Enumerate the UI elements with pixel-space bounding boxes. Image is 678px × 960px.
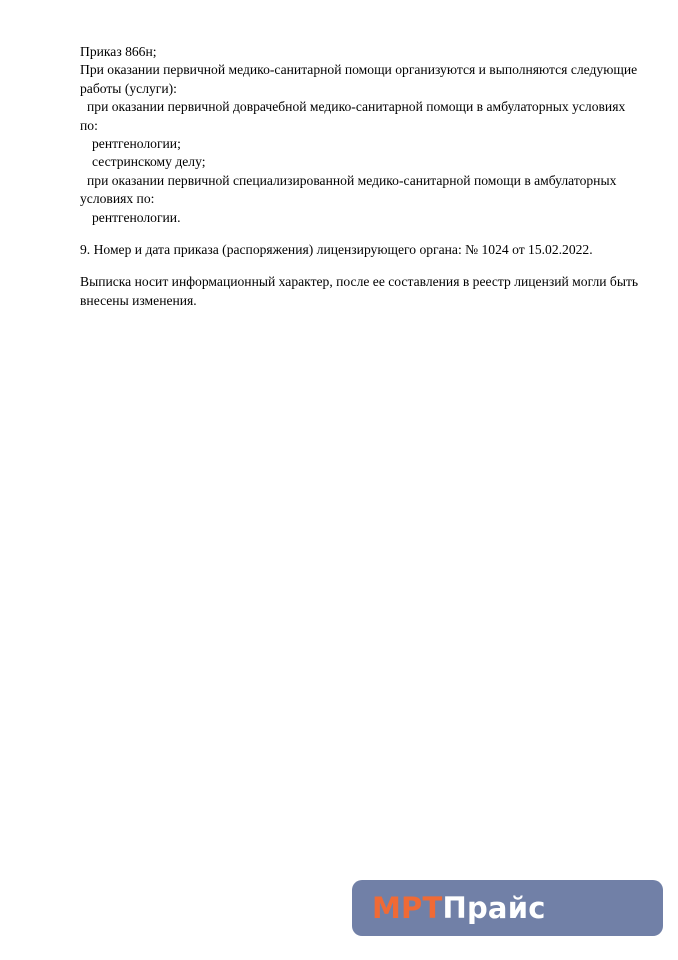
watermark-part-mrt: МРТ <box>372 891 443 925</box>
order-reference: Приказ 866н; <box>80 44 157 59</box>
specialized-care-line2: условиях по: <box>80 191 155 207</box>
prehospital-care-line2: по: <box>80 117 98 133</box>
service-item-radiology-1: рентгенологии; <box>92 136 181 152</box>
services-intro-line1: При оказании первичной медико-санитарной помощи организуются и выполняются следующие <box>80 62 638 78</box>
disclaimer-line2: внесены изменения. <box>80 292 197 308</box>
spacer <box>80 227 650 241</box>
prehospital-care-line1: при оказании первичной доврачебной медико-санитарной помощи в амбулаторных условиях <box>87 99 626 115</box>
spacer <box>80 259 650 273</box>
disclaimer-line1: Выписка носит информационный характер, после ее составления в реестр лицензий могли быть <box>80 274 639 290</box>
services-intro-line2: работы (услуги): <box>80 80 177 96</box>
document-body <box>80 43 650 310</box>
service-item-radiology-2: рентгенологии. <box>92 209 181 225</box>
specialized-care-line1: при оказании первичной специализированной медико-санитарной помощи в амбулаторных <box>87 172 617 188</box>
watermark-part-price: Прайс <box>442 891 546 925</box>
mrt-price-watermark-logo <box>352 880 663 936</box>
service-item-nursing: сестринскому делу; <box>92 154 206 170</box>
license-order-item: 9. Номер и дата приказа (распоряжения) лицензирующего органа: № 1024 от 15.02.2022. <box>80 242 593 258</box>
